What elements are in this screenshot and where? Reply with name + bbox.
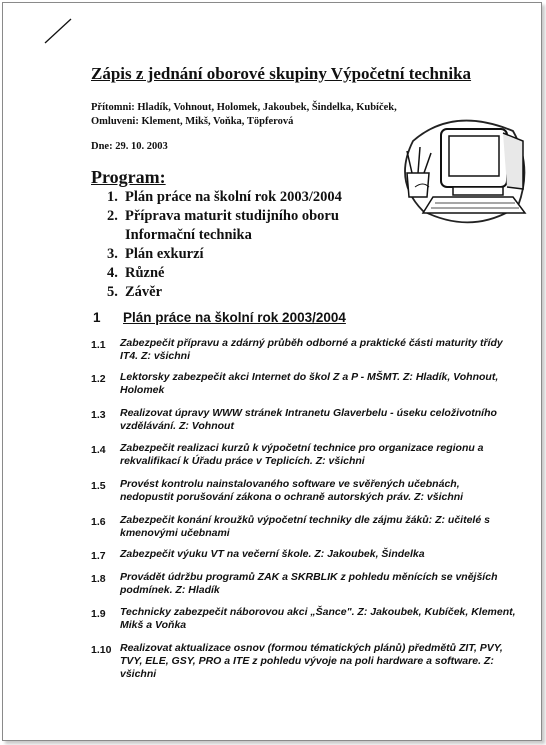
plan-item-text: Zabezpečit realizaci kurzů k výpočetní technice pro organizace regionu a rekvalifikací k Úřadu práce v Teplicích. Z: všichni bbox=[120, 442, 484, 467]
section-number: 1 bbox=[93, 310, 101, 325]
program-item-text: Závěr bbox=[125, 284, 163, 300]
plan-item-number: 1.7 bbox=[91, 550, 106, 562]
document-title: Zápis z jednání oborové skupiny Výpočetní technika bbox=[91, 64, 472, 83]
plan-item-number: 1.3 bbox=[91, 409, 106, 421]
meeting-date: Dne: 29. 10. 2003 bbox=[91, 141, 168, 152]
program-item bbox=[91, 226, 342, 245]
excused-list: Omluveni: Klement, Mikš, Voňka, Töpferová bbox=[91, 116, 294, 127]
program-item-number: 1. bbox=[107, 189, 118, 205]
program-item bbox=[91, 264, 342, 283]
program-item bbox=[91, 207, 342, 226]
pen-slash-mark bbox=[43, 17, 73, 45]
program-heading: Program: bbox=[91, 167, 166, 187]
program-item bbox=[91, 188, 342, 207]
section-title: Plán práce na školní rok 2003/2004 bbox=[123, 310, 346, 325]
plan-item-text: Realizovat aktualizace osnov (formou tématických plánů) předmětů ZIT, PVY, TVY, ELE, GSY, PRO a ITE z pohledu vývoje na poli hardware a software. Z: všichni bbox=[120, 642, 503, 680]
program-list bbox=[91, 188, 342, 302]
computer-clipart-icon bbox=[393, 111, 533, 231]
plan-item-text: Zabezpečit konání kroužků výpočetní techniky dle zájmu žáků: Z: učitelé s kmenovými učebnami bbox=[120, 514, 490, 539]
plan-item-text: Provádět údržbu programů ZAK a SKRBLIK z pohledu měnících se vnějších podmínek. Z: Hladík bbox=[120, 571, 498, 596]
section-heading bbox=[93, 310, 346, 325]
plan-item-number: 1.2 bbox=[91, 373, 106, 385]
plan-item-text: Realizovat úpravy WWW stránek Intranetu Glaverbelu - úseku celoživotního vzdělávání. Z: Vohnout bbox=[120, 407, 497, 432]
program-item-number: 4. bbox=[107, 265, 118, 281]
plan-item-text: Zabezpečit přípravu a zdárný průběh odborné a praktické části maturity třídy IT4. Z: všichni bbox=[120, 337, 503, 362]
plan-item-text: Zabezpečit výuku VT na večerní škole. Z: Jakoubek, Šindelka bbox=[120, 548, 425, 560]
document-page bbox=[2, 2, 542, 741]
plan-item-text: Lektorsky zabezpečit akci Internet do škol Z a P - MŠMT. Z: Hladík, Vohnout, Holomek bbox=[120, 371, 499, 396]
plan-item-text: Technicky zabezpečit náborovou akci „Šance". Z: Jakoubek, Kubíček, Klement, Mikš a Voňka bbox=[120, 606, 516, 631]
plan-item-number: 1.5 bbox=[91, 480, 106, 492]
plan-item-number: 1.10 bbox=[91, 644, 112, 656]
program-item bbox=[91, 245, 342, 264]
plan-item-number: 1.8 bbox=[91, 573, 106, 585]
plan-item-number: 1.9 bbox=[91, 608, 106, 620]
plan-item-number: 1.6 bbox=[91, 516, 106, 528]
program-item-text: Různé bbox=[125, 265, 165, 281]
program-item-text: Plán práce na školní rok 2003/2004 bbox=[125, 189, 342, 205]
program-item-text: Plán exkurzí bbox=[125, 246, 204, 262]
plan-item-number: 1.1 bbox=[91, 339, 106, 351]
program-item-text: Příprava maturit studijního oboru bbox=[125, 208, 339, 224]
program-item bbox=[91, 283, 342, 302]
plan-item-number: 1.4 bbox=[91, 444, 106, 456]
program-item-number: 2. bbox=[107, 208, 118, 224]
plan-item-text: Provést kontrolu nainstalovaného software ve svěřených učebnách, nedopustit porušování zákona o ochraně autorských práv. Z: všichni bbox=[120, 478, 464, 503]
program-item-text: Informační technika bbox=[125, 227, 252, 243]
program-item-number: 3. bbox=[107, 246, 118, 262]
program-item-number: 5. bbox=[107, 284, 118, 300]
present-list: Přítomni: Hladík, Vohnout, Holomek, Jakoubek, Šindelka, Kubíček, bbox=[91, 102, 397, 113]
